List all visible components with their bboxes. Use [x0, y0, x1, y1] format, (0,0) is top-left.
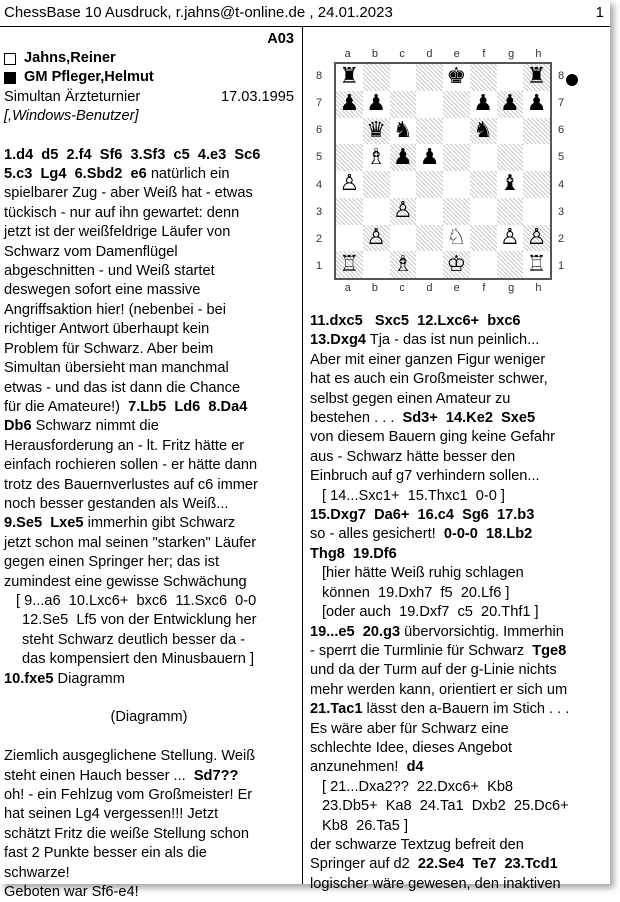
board-square-d8	[416, 64, 443, 91]
comment-text: Herausforderung an - lt. Fritz hätte er	[4, 437, 245, 454]
comment-text: deswegen sofort eine massive	[4, 282, 201, 299]
board-square-h7	[523, 91, 550, 118]
chess-piece-icon: ♞	[473, 117, 493, 143]
comment-text: oh! - ein Fehlzug vom Großmeister! Er	[4, 787, 253, 804]
file-label: c	[399, 282, 405, 294]
board-square-b5	[363, 144, 390, 171]
file-label: b	[371, 282, 378, 294]
game-date: 17.03.1995	[220, 88, 294, 105]
board-square-b2	[363, 225, 390, 252]
board-square-c3	[390, 198, 417, 225]
move-text: 22.Se4 Te7 23.Tcd1	[417, 856, 558, 873]
board-square-a6	[336, 118, 363, 145]
text-line	[310, 487, 606, 506]
move-text: 19...e5 20.g3	[310, 623, 401, 640]
text-line	[310, 428, 606, 447]
text-line	[310, 739, 606, 758]
board-square-c6	[390, 118, 417, 145]
move-text: 13.Dxg4	[310, 332, 366, 349]
comment-text: richtiger Antwort überhaupt kein	[4, 321, 210, 338]
left-annotation-text	[4, 146, 294, 902]
board-square-c4	[390, 171, 417, 198]
rank-label: 7	[316, 96, 323, 109]
board-square-c1	[390, 251, 417, 278]
chess-diagram	[312, 48, 570, 294]
text-line	[4, 864, 294, 883]
file-label: d	[426, 282, 433, 294]
board-square-e8	[443, 64, 470, 91]
comment-text: Schwarz nimmt die	[31, 418, 159, 435]
text-line	[4, 844, 294, 863]
file-label: h	[535, 48, 542, 60]
comment-text: schwarze!	[4, 864, 70, 881]
text-line	[4, 592, 294, 611]
chess-piece-icon: ♖	[339, 251, 360, 277]
white-player	[4, 49, 294, 68]
file-label: g	[508, 282, 515, 294]
rank-label: 8	[558, 69, 565, 82]
move-text: 7.Lb5 Ld6 8.Da4	[128, 398, 248, 415]
text-line	[4, 786, 294, 805]
chess-piece-icon: ♙	[393, 198, 413, 224]
comment-text: noch besser gestanden als Weiß...	[4, 495, 229, 512]
text-line	[4, 204, 294, 223]
text-line	[310, 661, 606, 680]
board-square-a3	[336, 198, 363, 225]
text-line	[4, 301, 294, 320]
file-label: f	[482, 48, 486, 60]
black-square-icon	[4, 72, 16, 84]
right-column	[310, 312, 606, 894]
rank-label: 8	[316, 69, 323, 82]
white-player-name: Jahns,Reiner	[24, 50, 116, 66]
text-line	[4, 456, 294, 475]
comment-text: Springer auf d2	[310, 856, 418, 873]
comment-text: abgeschnitten - und Weiß startet	[4, 263, 215, 280]
rank-label: 2	[316, 233, 323, 246]
file-label: h	[535, 282, 542, 294]
comment-text: 23.Db5+ Ka8 24.Ta1 Dxb2 25.Dc6+	[322, 798, 569, 815]
board-square-e5	[443, 144, 470, 171]
comment-text: Problem für Schwarz. Aber beim	[4, 340, 214, 357]
text-line	[4, 514, 294, 533]
board-square-h5	[523, 144, 550, 171]
text-line	[310, 758, 606, 777]
board-square-e3	[443, 198, 470, 225]
event-name: Simultan Ärzteturnier	[4, 88, 141, 105]
comment-text: aus - Schwarz hätte besser den	[310, 448, 516, 465]
board-square-a4	[336, 171, 363, 198]
comment-text: für die Amateure!)	[4, 398, 129, 415]
text-line	[310, 836, 606, 855]
file-label: e	[453, 48, 460, 60]
move-text: Sd7??	[193, 767, 239, 784]
files-bottom	[334, 282, 552, 294]
text-line	[4, 476, 294, 495]
move-text: Tge8	[532, 642, 567, 659]
comment-text: 12.Se5 Lf5 von der Entwicklung her	[22, 612, 257, 629]
board-square-f6	[470, 118, 497, 145]
board-square-f1	[470, 251, 497, 278]
comment-text: von diesem Bauern ging keine Gefahr	[310, 429, 556, 446]
header-text: ChessBase 10 Ausdruck, r.jahns@t-online.de , 24.01.2023	[4, 4, 393, 21]
column-divider	[302, 26, 303, 884]
text-line	[310, 409, 606, 428]
text-line	[4, 165, 294, 184]
move-text: Sd3+ 14.Ke2 Sxe5	[402, 410, 536, 427]
chess-piece-icon: ♜	[339, 64, 360, 90]
file-label: c	[399, 48, 405, 60]
text-line	[310, 525, 606, 544]
text-line	[4, 573, 294, 592]
chess-piece-icon: ♙	[366, 224, 386, 250]
comment-text: Aber mit einer ganzen Figur weniger	[310, 351, 546, 368]
board-square-d5	[416, 144, 443, 171]
text-line	[310, 817, 606, 836]
chess-piece-icon: ♘	[446, 224, 467, 250]
board-square-b6	[363, 118, 390, 145]
chess-piece-icon: ♗	[393, 251, 413, 277]
comment-text: steht einen Hauch besser ...	[4, 767, 194, 784]
board-square-d7	[416, 91, 443, 118]
text-line	[310, 584, 606, 603]
board-square-f4	[470, 171, 497, 198]
board-square-g2	[497, 225, 524, 252]
board-square-g8	[497, 64, 524, 91]
move-text: Db6	[4, 418, 32, 435]
board-square-h6	[523, 118, 550, 145]
chess-piece-icon: ♙	[339, 171, 360, 197]
text-line	[4, 611, 294, 630]
text-line	[310, 623, 606, 642]
rank-label: 6	[558, 124, 565, 137]
text-line	[310, 467, 606, 486]
text-line	[310, 351, 606, 370]
comment-text: selbst gegen einen Amateur zu	[310, 390, 511, 407]
right-annotation-text	[310, 312, 606, 894]
comment-text: [ 9...a6 10.Lxc6+ bxc6 11.Sxc6 0-0	[16, 592, 257, 609]
board-square-f2	[470, 225, 497, 252]
chess-piece-icon: ♚	[446, 64, 467, 90]
comment-text: (Diagramm)	[110, 709, 188, 726]
board-square-d1	[416, 251, 443, 278]
board-square-c7	[390, 91, 417, 118]
comment-text: etwas - und das ist dann die Chance	[4, 379, 241, 396]
comment-text: gegen einen Springer her; das ist	[4, 554, 219, 571]
rank-label: 7	[558, 96, 565, 109]
chess-piece-icon: ♟	[500, 91, 520, 117]
text-line	[310, 564, 606, 583]
text-line	[310, 448, 606, 467]
text-line	[310, 797, 606, 816]
board-square-g4	[497, 171, 524, 198]
comment-text: Geboten war Sf6-e4!	[4, 884, 139, 901]
text-line	[4, 359, 294, 378]
board-square-e2	[443, 225, 470, 252]
text-line	[4, 146, 294, 165]
comment-text: können 19.Dxh7 f5 20.Lf6 ]	[322, 584, 510, 601]
text-line	[310, 642, 606, 661]
comment-text: anzunehmen!	[310, 759, 407, 776]
board-square-e7	[443, 91, 470, 118]
comment-text: schlechte Idee, dieses Angebot	[310, 739, 513, 756]
text-line	[4, 437, 294, 456]
comment-text: Kb8 26.Ta5 ]	[322, 817, 409, 834]
comment-text: übervorsichtig. Immerhin	[400, 623, 564, 640]
rank-label: 5	[316, 151, 323, 164]
comment-text: zumindest eine gewisse Schwächung	[4, 573, 247, 590]
board-square-d3	[416, 198, 443, 225]
move-text: d4	[406, 759, 424, 776]
move-text: 0-0-0 18.Lb2	[443, 526, 533, 543]
board-square-c2	[390, 225, 417, 252]
file-label: f	[482, 282, 486, 294]
board-square-h4	[523, 171, 550, 198]
text-line	[4, 340, 294, 359]
event-line	[4, 88, 294, 107]
move-text: 21.Tac1	[310, 701, 363, 718]
chess-piece-icon: ♙	[526, 224, 547, 250]
comment-text: - sperrt die Turmlinie für Schwarz	[310, 642, 533, 659]
rank-label: 6	[316, 124, 323, 137]
move-text: 10.fxe5	[4, 670, 54, 687]
file-label: b	[371, 48, 378, 60]
board-square-h8	[523, 64, 550, 91]
comment-text: steht Schwarz deutlich besser da -	[22, 631, 246, 648]
comment-text: Ziemlich ausgeglichene Stellung. Weiß	[4, 748, 256, 765]
text-line	[4, 650, 294, 669]
comment-text: Es wäre aber für Schwarz eine	[310, 720, 509, 737]
comment-text: schätzt Fritz die weiße Stellung schon	[4, 825, 249, 842]
board-square-c8	[390, 64, 417, 91]
comment-text: hat es auch ein Großmeister schwer,	[310, 371, 548, 388]
file-label: d	[426, 48, 433, 60]
chess-piece-icon: ♔	[446, 251, 467, 277]
chess-piece-icon: ♖	[526, 251, 547, 277]
white-square-icon	[4, 53, 16, 65]
chess-board	[334, 62, 552, 280]
text-line	[4, 184, 294, 203]
comment-text: [hier hätte Weiß ruhig schlagen	[322, 565, 524, 582]
comment-text: immerhin gibt Schwarz	[83, 515, 236, 532]
text-line	[4, 767, 294, 786]
text-line	[4, 223, 294, 242]
comment-text: so - alles gesichert!	[310, 526, 444, 543]
comment-text: lässt den a-Bauern im Stich . . .	[362, 701, 570, 718]
board-square-f8	[470, 64, 497, 91]
board-square-b8	[363, 64, 390, 91]
text-line	[310, 720, 606, 739]
board-square-b7	[363, 91, 390, 118]
black-player-name: GM Pfleger,Helmut	[24, 69, 154, 86]
comment-text: das kompensiert den Minusbauern ]	[22, 651, 255, 668]
rank-label: 3	[558, 205, 565, 218]
text-line	[310, 370, 606, 389]
board-square-d2	[416, 225, 443, 252]
text-line	[310, 603, 606, 622]
text-line	[310, 700, 606, 719]
board-square-h2	[523, 225, 550, 252]
board-square-e4	[443, 171, 470, 198]
board-square-f5	[470, 144, 497, 171]
chess-piece-icon: ♞	[393, 117, 413, 143]
text-line	[4, 708, 294, 727]
ranks-right	[558, 62, 564, 280]
text-line	[4, 670, 294, 689]
text-line	[4, 689, 294, 708]
board-square-e1	[443, 251, 470, 278]
comment-text: Tja - das ist nun peinlich...	[365, 332, 540, 349]
file-label: a	[344, 282, 351, 294]
chess-piece-icon: ♗	[366, 144, 386, 170]
board-square-a8	[336, 64, 363, 91]
board-square-a1	[336, 251, 363, 278]
text-line	[310, 778, 606, 797]
comment-text: logischer wäre gewesen, den inaktiven	[310, 875, 561, 892]
chess-piece-icon: ♟	[339, 91, 360, 117]
comment-text: trotz des Bauernverlustes auf c6 immer	[4, 476, 258, 493]
black-to-move-icon	[566, 74, 578, 86]
board-square-d4	[416, 171, 443, 198]
text-line	[4, 805, 294, 824]
file-label: g	[508, 48, 515, 60]
chess-piece-icon: ♛	[366, 117, 386, 143]
text-line	[4, 495, 294, 514]
text-line	[4, 320, 294, 339]
chess-piece-icon: ♟	[419, 144, 440, 170]
text-line	[310, 506, 606, 525]
comment-text: und da der Turm auf der g-Linie nichts	[310, 662, 557, 679]
comment-text: der schwarze Textzug befreit den	[310, 836, 524, 853]
text-line	[310, 855, 606, 874]
chess-piece-icon: ♟	[526, 91, 547, 117]
comment-text: hat seinen Lg4 vergessen!!! Jetzt	[4, 806, 219, 823]
board-square-c5	[390, 144, 417, 171]
text-line	[310, 390, 606, 409]
comment-text: einfach rochieren sollen - er hätte dann	[4, 457, 258, 474]
text-line	[4, 747, 294, 766]
page-header	[0, 0, 610, 27]
ranks-left	[316, 62, 322, 280]
comment-text: [ 14...Sxc1+ 15.Thxc1 0-0 ]	[322, 487, 505, 504]
rank-label: 4	[558, 178, 565, 191]
left-column	[4, 30, 294, 902]
rank-label: 4	[316, 178, 323, 191]
chess-piece-icon: ♜	[526, 64, 547, 90]
comment-text: natürlich ein	[146, 166, 230, 183]
text-line	[310, 545, 606, 564]
chess-piece-icon: ♟	[473, 91, 493, 117]
text-line	[4, 534, 294, 553]
board-square-h3	[523, 198, 550, 225]
comment-text: tückisch - nur auf ihn gewartet: denn	[4, 204, 240, 221]
annotator: [,Windows-Benutzer]	[4, 108, 139, 125]
text-line	[310, 312, 606, 331]
text-line	[4, 281, 294, 300]
comment-text: Diagramm	[53, 670, 125, 687]
rank-label: 1	[558, 260, 565, 273]
board-square-h1	[523, 251, 550, 278]
rank-label: 5	[558, 151, 565, 164]
text-line	[310, 681, 606, 700]
text-line	[310, 875, 606, 894]
rank-label: 1	[316, 260, 323, 273]
spacer	[4, 127, 294, 146]
text-line	[4, 631, 294, 650]
comment-text: jetzt schon mal seinen "starken" Läufer	[4, 534, 257, 551]
chess-piece-icon: ♝	[500, 171, 520, 197]
text-line	[4, 825, 294, 844]
board-square-d6	[416, 118, 443, 145]
board-square-a5	[336, 144, 363, 171]
board-square-a2	[336, 225, 363, 252]
page-number: 1	[595, 4, 604, 21]
board-square-a7	[336, 91, 363, 118]
chess-piece-icon: ♟	[366, 91, 386, 117]
rank-label: 3	[316, 205, 323, 218]
move-text: 15.Dxg7 Da6+ 16.c4 Sg6 17.b3	[310, 507, 535, 524]
comment-text: mehr werden kann, orientiert er sich um	[310, 681, 568, 698]
comment-text: Angriffsaktion hier! (nebenbei - bei	[4, 301, 227, 318]
text-line	[4, 553, 294, 572]
files-top	[334, 48, 552, 60]
board-square-b1	[363, 251, 390, 278]
text-line	[4, 379, 294, 398]
comment-text: spielbarer Zug - aber Weiß hat - etwas	[4, 185, 253, 202]
comment-text: bestehen . . .	[310, 410, 403, 427]
comment-text: [oder auch 19.Dxf7 c5 20.Thf1 ]	[322, 604, 539, 621]
move-text: 1.d4 d5 2.f4 Sf6 3.Sf3 c5 4.e3 Sc6	[4, 146, 261, 163]
move-text: Thg8 19.Df6	[310, 545, 397, 562]
black-player	[4, 68, 294, 87]
move-text: 5.c3 Lg4 6.Sbd2 e6	[4, 166, 147, 183]
text-line	[4, 883, 294, 902]
text-line	[4, 243, 294, 262]
file-label: a	[344, 48, 351, 60]
move-text: 11.dxc5 Sxc5 12.Lxc6+ bxc6	[310, 313, 521, 329]
board-square-g5	[497, 144, 524, 171]
text-line	[4, 417, 294, 436]
comment-text: [ 21...Dxa2?? 22.Dxc6+ Kb8	[322, 778, 514, 795]
board-square-f3	[470, 198, 497, 225]
text-line	[4, 728, 294, 747]
board-square-f7	[470, 91, 497, 118]
comment-text: fast 2 Punkte besser ein als die	[4, 845, 207, 862]
rank-label: 2	[558, 233, 565, 246]
board-square-b4	[363, 171, 390, 198]
board-square-g3	[497, 198, 524, 225]
board-square-b3	[363, 198, 390, 225]
board-square-g7	[497, 91, 524, 118]
comment-text: Simultan übersieht man manchmal	[4, 360, 229, 377]
chess-piece-icon: ♟	[393, 144, 413, 170]
comment-text: Schwarz vom Damenflügel	[4, 243, 178, 260]
comment-text: jetzt ist der weißfeldrige Läufer von	[4, 224, 231, 241]
file-label: e	[453, 282, 460, 294]
text-line	[310, 331, 606, 350]
board-square-e6	[443, 118, 470, 145]
board-square-g6	[497, 118, 524, 145]
board-square-g1	[497, 251, 524, 278]
eco-code: A03	[267, 31, 294, 47]
move-text: 9.Se5 Lxe5	[4, 515, 84, 532]
text-line	[4, 398, 294, 417]
text-line	[4, 262, 294, 281]
chess-piece-icon: ♙	[500, 224, 520, 250]
comment-text: Einbruch auf g7 verhindern sollen...	[310, 468, 540, 485]
